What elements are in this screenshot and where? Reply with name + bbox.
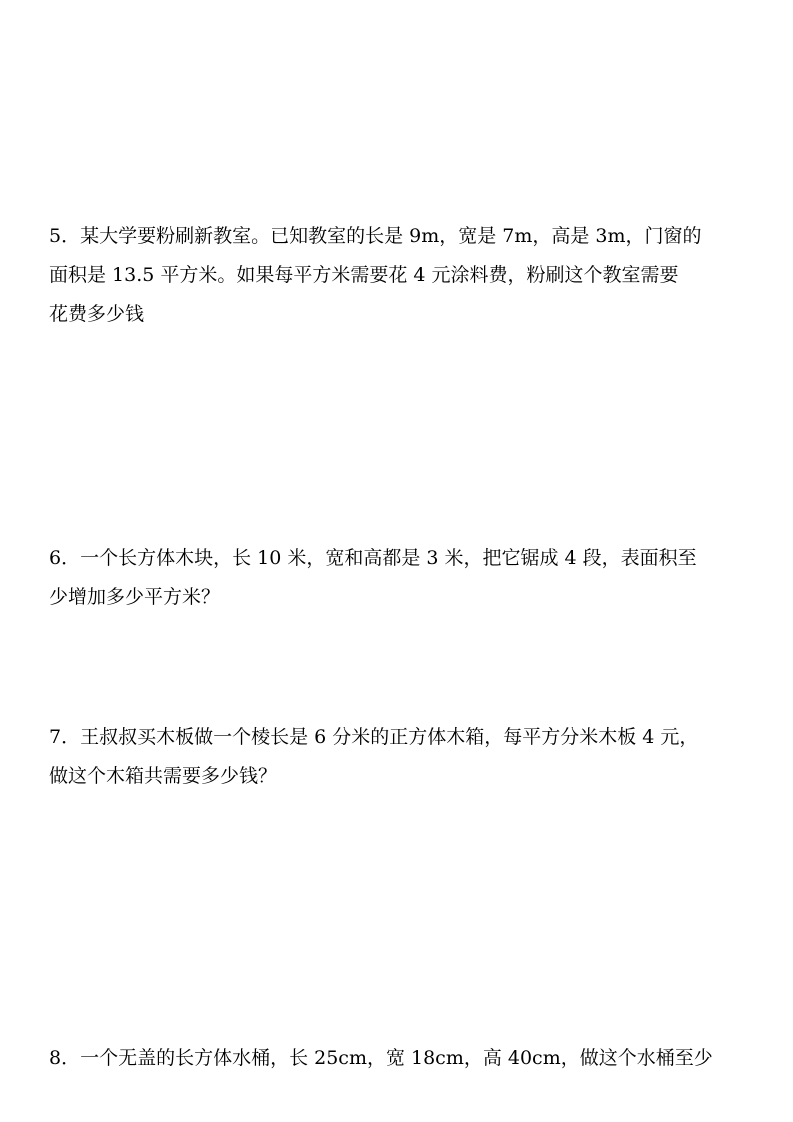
problem-8 (49, 1039, 749, 1078)
problem-5 (49, 217, 749, 334)
problem-7-line-2: 做这个木箱共需要多少钱？ (49, 765, 278, 787)
problem-5-line-1: 5．某大学要粉刷新教室。已知教室的长是 9m，宽是 7m，高是 3m，门窗的 (49, 225, 702, 247)
problem-5-line-2: 面积是 13.5 平方米。如果每平方米需要花 4 元涂料费，粉刷这个教室需要 (49, 264, 679, 286)
problem-6 (49, 539, 749, 617)
problem-7-line-1: 7．王叔叔买木板做一个棱长是 6 分米的正方体木箱，每平方分米木板 4 元， (49, 726, 699, 748)
problem-7 (49, 718, 749, 796)
problem-6-line-2: 少增加多少平方米？ (49, 586, 221, 608)
problem-8-line-1: 8．一个无盖的长方体水桶，长 25cm，宽 18cm，高 40cm，做这个水桶至少 (49, 1047, 713, 1069)
problem-6-line-1: 6．一个长方体木块，长 10 米，宽和高都是 3 米，把它锯成 4 段，表面积至 (49, 547, 697, 569)
problem-5-line-3: 花费多少钱 (49, 303, 145, 325)
